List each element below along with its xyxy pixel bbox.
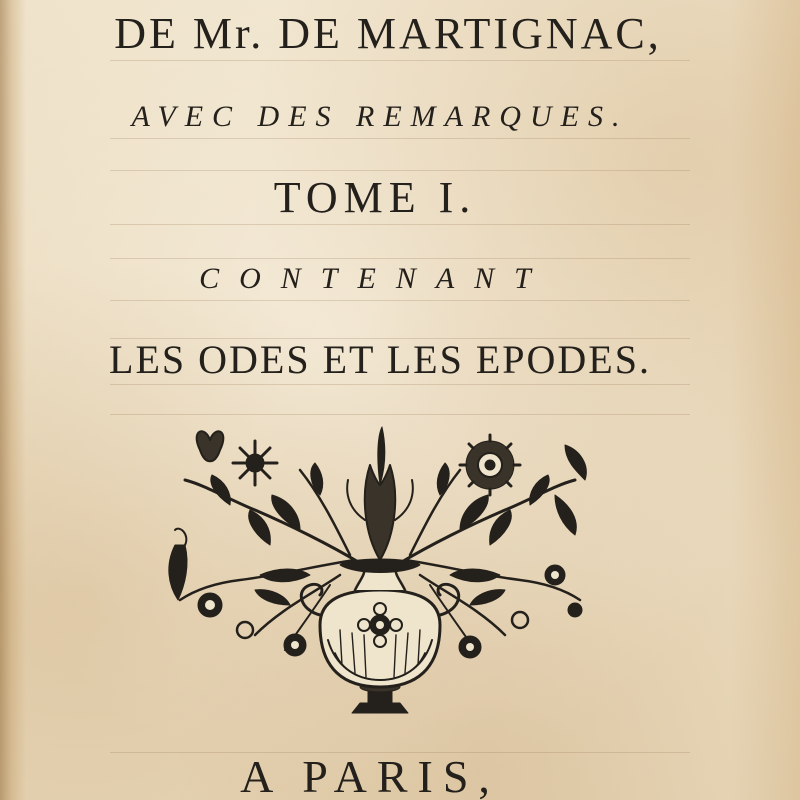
- volume-line: TOME I.: [273, 173, 477, 222]
- ruled-line: [110, 170, 690, 171]
- remarks-line: AVEC DES REMARQUES.: [131, 100, 629, 133]
- flower-vase-woodcut-icon: [160, 425, 600, 725]
- ruled-line: [110, 300, 690, 301]
- contents-intro-line: CONTENANT: [199, 262, 551, 295]
- ruled-line: [110, 224, 690, 225]
- author-line: DE Mr. DE MARTIGNAC,: [114, 9, 662, 58]
- page-edge-stain: [730, 0, 800, 800]
- ruled-line: [110, 414, 690, 415]
- imprint-line: A PARIS,: [240, 751, 500, 800]
- ruled-line: [110, 138, 690, 139]
- ruled-line: [110, 384, 690, 385]
- contents-line: LES ODES ET LES EPODES.: [109, 337, 651, 382]
- ruled-line: [110, 258, 690, 259]
- ruled-line: [110, 60, 690, 61]
